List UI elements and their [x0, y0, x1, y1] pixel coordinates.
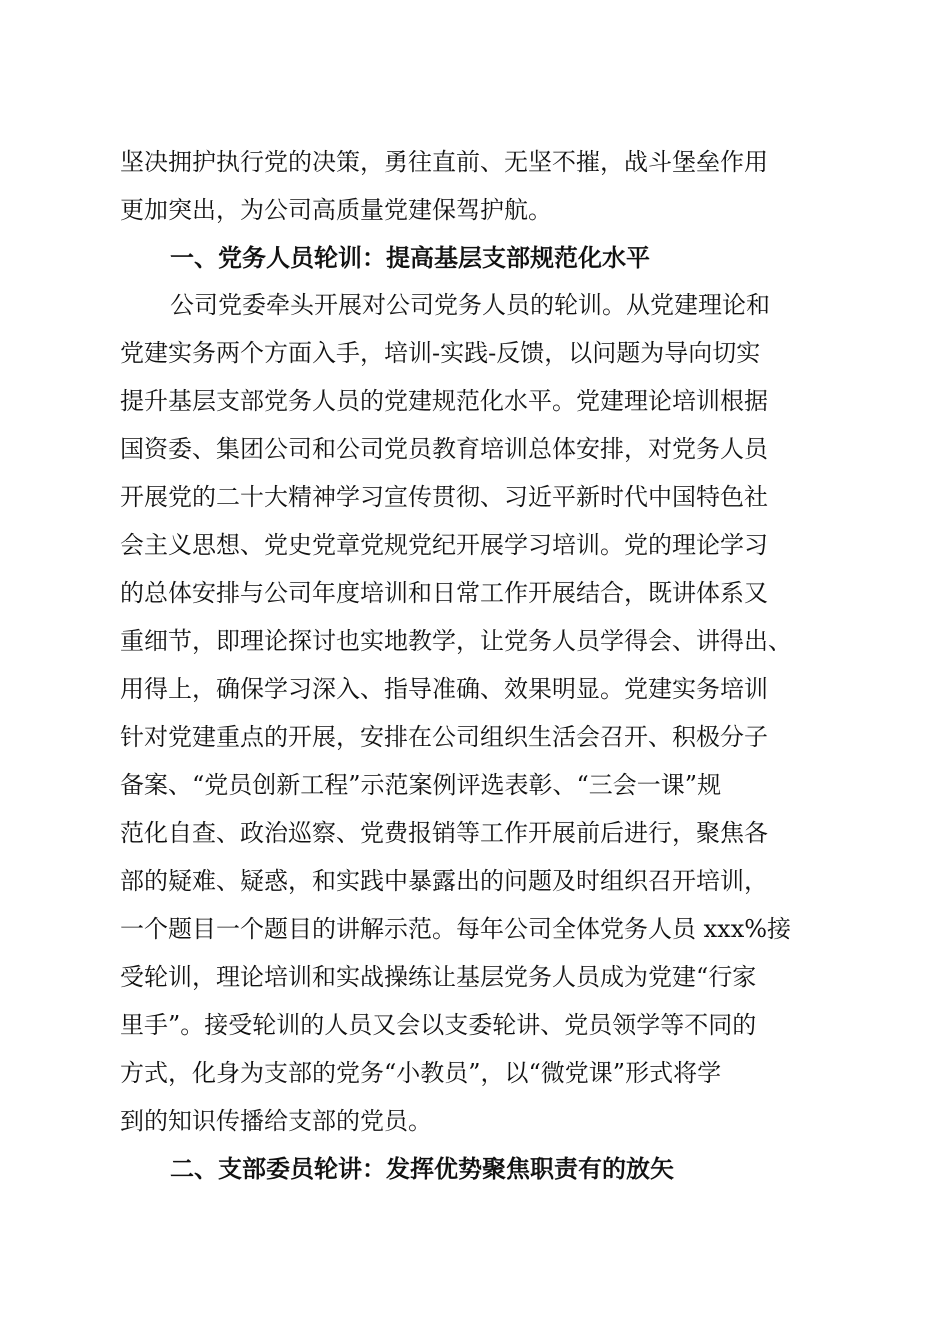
paragraph-line: 开展党的二十大精神学习宣传贯彻、习近平新时代中国特色社 — [120, 483, 768, 511]
paragraph-line: 党建实务两个方面入手，培训-实践-反馈，以问题为导向切实 — [120, 339, 761, 367]
paragraph-line: 里手”。接受轮训的人员又会以支委轮讲、党员领学等不同的 — [120, 1011, 757, 1039]
paragraph-line: 一个题目一个题目的讲解示范。每年公司全体党务人员 xxx%接 — [120, 915, 792, 943]
paragraph-line: 国资委、集团公司和公司党员教育培训总体安排，对党务人员 — [120, 435, 768, 463]
paragraph-line: 范化自查、政治巡察、党费报销等工作开展前后进行，聚焦各 — [120, 819, 768, 847]
paragraph-line: 用得上，确保学习深入、指导准确、效果明显。党建实务培训 — [120, 675, 768, 703]
paragraph-line: 部的疑难、疑惑，和实践中暴露出的问题及时组织召开培训， — [120, 867, 768, 895]
paragraph-line: 会主义思想、党史党章党规党纪开展学习培训。党的理论学习 — [120, 531, 768, 559]
section-heading: 二、支部委员轮讲：发挥优势聚焦职责有的放矢 — [170, 1155, 674, 1183]
paragraph-line: 针对党建重点的开展，安排在公司组织生活会召开、积极分子 — [120, 723, 768, 751]
paragraph-line: 提升基层支部党务人员的党建规范化水平。党建理论培训根据 — [120, 387, 768, 415]
paragraph-line: 备案、“党员创新工程”示范案例评选表彰、“三会一课”规 — [120, 771, 722, 799]
paragraph-line: 公司党委牵头开展对公司党务人员的轮训。从党建理论和 — [170, 291, 770, 319]
paragraph-line: 的总体安排与公司年度培训和日常工作开展结合，既讲体系又 — [120, 579, 768, 607]
section-heading: 一、党务人员轮训：提高基层支部规范化水平 — [170, 244, 650, 272]
paragraph-line: 到的知识传播给支部的党员。 — [120, 1107, 432, 1135]
intro-line: 坚决拥护执行党的决策，勇往直前、无坚不摧，战斗堡垒作用 — [120, 148, 768, 176]
paragraph-line: 重细节，即理论探讨也实地教学，让党务人员学得会、讲得出、 — [120, 627, 792, 655]
paragraph-line: 受轮训，理论培训和实战操练让基层党务人员成为党建“行家 — [120, 963, 757, 991]
paragraph-line: 方式，化身为支部的党务“小教员”，以“微党课”形式将学 — [120, 1059, 722, 1087]
intro-line: 更加突出，为公司高质量党建保驾护航。 — [120, 196, 552, 224]
